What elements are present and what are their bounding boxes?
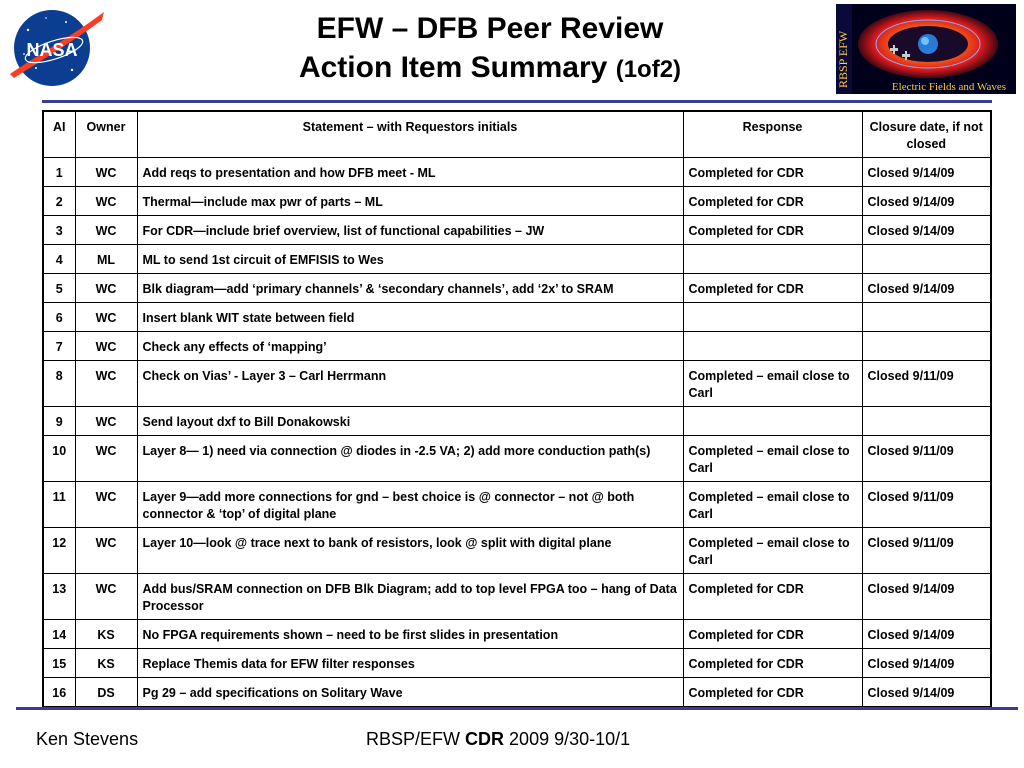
- column-header-ai: AI: [43, 111, 75, 158]
- owner-cell: WC: [75, 574, 137, 620]
- owner-cell: WC: [75, 303, 137, 332]
- closure-cell: Closed 9/14/09: [862, 574, 991, 620]
- statement-cell: No FPGA requirements shown – need to be first slides in presentation: [137, 620, 683, 649]
- closure-cell: [862, 332, 991, 361]
- statement-cell: Layer 9—add more connections for gnd – best choice is @ connector – not @ both connector & ‘top’ of digital plane: [137, 482, 683, 528]
- response-cell: Completed for CDR: [683, 158, 862, 187]
- closure-cell: Closed 9/14/09: [862, 187, 991, 216]
- table-row: [43, 678, 991, 708]
- statement-cell: Layer 8— 1) need via connection @ diodes in -2.5 VA; 2) add more conduction path(s): [137, 436, 683, 482]
- ai-cell: 5: [43, 274, 75, 303]
- ai-cell: 10: [43, 436, 75, 482]
- title-line-2-text: Action Item Summary: [298, 51, 608, 84]
- closure-cell: Closed 9/14/09: [862, 620, 991, 649]
- table-header-row: [43, 111, 991, 158]
- owner-cell: WC: [75, 482, 137, 528]
- table-row: [43, 216, 991, 245]
- nasa-logo: [6, 4, 106, 90]
- response-cell: Completed – email close to Carl: [683, 528, 862, 574]
- owner-cell: WC: [75, 332, 137, 361]
- table-row: [43, 436, 991, 482]
- closure-cell: Closed 9/14/09: [862, 274, 991, 303]
- response-cell: Completed for CDR: [683, 274, 862, 303]
- ai-cell: 16: [43, 678, 75, 708]
- table-row: [43, 649, 991, 678]
- ai-cell: 12: [43, 528, 75, 574]
- table-row: [43, 574, 991, 620]
- owner-cell: DS: [75, 678, 137, 708]
- action-item-table: [42, 110, 992, 708]
- response-cell: Completed for CDR: [683, 620, 862, 649]
- table-row: [43, 303, 991, 332]
- closure-cell: Closed 9/14/09: [862, 216, 991, 245]
- column-header-owner: Owner: [75, 111, 137, 158]
- closure-cell: [862, 303, 991, 332]
- footer-divider: [16, 707, 1018, 710]
- response-cell: Completed for CDR: [683, 216, 862, 245]
- nasa-text: NASA: [26, 40, 78, 60]
- statement-cell: Check any effects of ‘mapping’: [137, 332, 683, 361]
- header-divider: [42, 100, 992, 103]
- closure-cell: Closed 9/14/09: [862, 158, 991, 187]
- statement-cell: Add reqs to presentation and how DFB meet - ML: [137, 158, 683, 187]
- statement-cell: Layer 10—look @ trace next to bank of resistors, look @ split with digital plane: [137, 528, 683, 574]
- statement-cell: Replace Themis data for EFW filter responses: [137, 649, 683, 678]
- table-row: [43, 274, 991, 303]
- action-item-table-container: [42, 110, 990, 708]
- owner-cell: KS: [75, 649, 137, 678]
- ai-cell: 2: [43, 187, 75, 216]
- title-line-1: EFW – DFB Peer Review: [316, 12, 664, 45]
- table-row: [43, 407, 991, 436]
- nasa-meatball-icon: [6, 4, 106, 90]
- ai-cell: 6: [43, 303, 75, 332]
- response-cell: [683, 303, 862, 332]
- response-cell: [683, 332, 862, 361]
- ai-cell: 11: [43, 482, 75, 528]
- owner-cell: WC: [75, 528, 137, 574]
- closure-cell: [862, 245, 991, 274]
- table-row: [43, 620, 991, 649]
- owner-cell: WC: [75, 187, 137, 216]
- table-row: [43, 482, 991, 528]
- ai-cell: 4: [43, 245, 75, 274]
- owner-cell: WC: [75, 158, 137, 187]
- statement-cell: Thermal—include max pwr of parts – ML: [137, 187, 683, 216]
- table-row: [43, 528, 991, 574]
- footer-author: Ken Stevens: [36, 729, 139, 749]
- response-cell: [683, 245, 862, 274]
- ai-cell: 15: [43, 649, 75, 678]
- response-cell: Completed – email close to Carl: [683, 482, 862, 528]
- owner-cell: WC: [75, 216, 137, 245]
- ai-cell: 1: [43, 158, 75, 187]
- response-cell: Completed for CDR: [683, 649, 862, 678]
- table-row: [43, 361, 991, 407]
- rbsp-efw-logo-icon: [836, 4, 1016, 94]
- column-header-closure: Closure date, if not closed: [862, 111, 991, 158]
- table-row: [43, 187, 991, 216]
- closure-cell: Closed 9/11/09: [862, 361, 991, 407]
- closure-cell: Closed 9/14/09: [862, 678, 991, 708]
- title-page-count: (1of2): [615, 56, 682, 83]
- statement-cell: Blk diagram—add ‘primary channels’ & ‘secondary channels’, add ‘2x’ to SRAM: [137, 274, 683, 303]
- statement-cell: Send layout dxf to Bill Donakowski: [137, 407, 683, 436]
- statement-cell: For CDR—include brief overview, list of functional capabilities – JW: [137, 216, 683, 245]
- closure-cell: [862, 407, 991, 436]
- statement-cell: Check on Vias’ - Layer 3 – Carl Herrmann: [137, 361, 683, 407]
- ai-cell: 8: [43, 361, 75, 407]
- response-cell: [683, 407, 862, 436]
- rbsp-efw-logo: [836, 4, 1016, 94]
- column-header-statement: Statement – with Requestors initials: [137, 111, 683, 158]
- response-cell: Completed for CDR: [683, 187, 862, 216]
- ai-cell: 9: [43, 407, 75, 436]
- ai-cell: 3: [43, 216, 75, 245]
- response-cell: Completed for CDR: [683, 574, 862, 620]
- closure-cell: Closed 9/11/09: [862, 482, 991, 528]
- response-cell: Completed for CDR: [683, 678, 862, 708]
- table-row: [43, 332, 991, 361]
- page-title: [200, 10, 780, 90]
- owner-cell: KS: [75, 620, 137, 649]
- ai-cell: 7: [43, 332, 75, 361]
- owner-cell: ML: [75, 245, 137, 274]
- owner-cell: WC: [75, 361, 137, 407]
- ai-cell: 14: [43, 620, 75, 649]
- owner-cell: WC: [75, 436, 137, 482]
- closure-cell: Closed 9/11/09: [862, 528, 991, 574]
- logo-side-text: RBSP EFW: [836, 30, 850, 88]
- response-cell: Completed – email close to Carl: [683, 436, 862, 482]
- table-row: [43, 245, 991, 274]
- logo-caption: Electric Fields and Waves: [891, 81, 1006, 93]
- statement-cell: ML to send 1st circuit of EMFISIS to Wes: [137, 245, 683, 274]
- statement-cell: Add bus/SRAM connection on DFB Blk Diagram; add to top level FPGA too – hang of Data Processor: [137, 574, 683, 620]
- owner-cell: WC: [75, 407, 137, 436]
- title-line-2: [200, 48, 780, 90]
- statement-cell: Pg 29 – add specifications on Solitary Wave: [137, 678, 683, 708]
- closure-cell: Closed 9/11/09: [862, 436, 991, 482]
- response-cell: Completed – email close to Carl: [683, 361, 862, 407]
- column-header-response: Response: [683, 111, 862, 158]
- statement-cell: Insert blank WIT state between field: [137, 303, 683, 332]
- footer-project-suffix: 2009 9/30-10/1: [509, 729, 631, 749]
- footer-project-bold: CDR: [465, 729, 505, 749]
- table-row: [43, 158, 991, 187]
- footer-project: [366, 729, 630, 750]
- owner-cell: WC: [75, 274, 137, 303]
- closure-cell: Closed 9/14/09: [862, 649, 991, 678]
- ai-cell: 13: [43, 574, 75, 620]
- footer-project-prefix: RBSP/EFW: [366, 729, 461, 749]
